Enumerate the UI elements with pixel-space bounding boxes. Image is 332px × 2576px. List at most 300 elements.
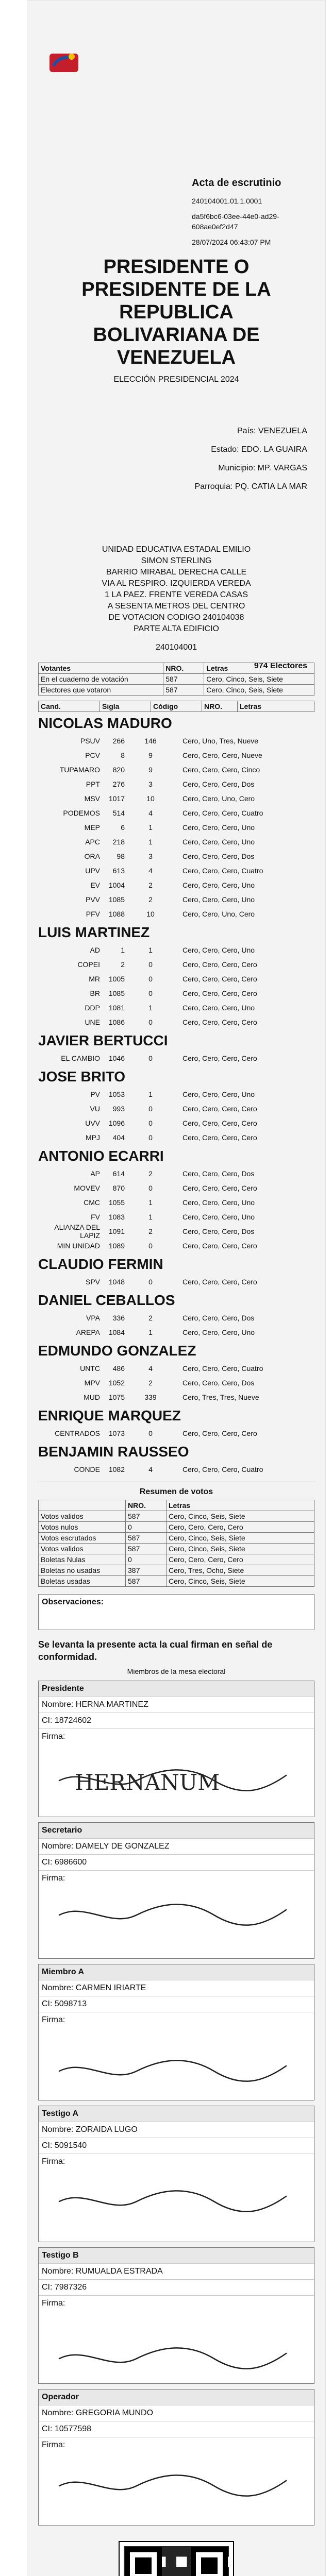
candidate-org-row bbox=[38, 1239, 314, 1253]
org-sigla: MUD bbox=[84, 1393, 100, 1401]
candidate-org-row bbox=[38, 762, 314, 777]
signature-area bbox=[39, 1886, 314, 1958]
org-votes-text: Cero, Cero, Cero, Cero bbox=[182, 1278, 257, 1286]
org-sigla: BR bbox=[90, 989, 100, 997]
candidates-list bbox=[38, 715, 314, 1477]
resumen-letras: Cero, Cero, Cero, Cero bbox=[167, 1554, 314, 1565]
org-votes-text: Cero, Cero, Cero, Cero bbox=[182, 1119, 257, 1127]
org-code: 1083 bbox=[108, 1213, 125, 1221]
org-votes: 0 bbox=[148, 1119, 153, 1127]
candidate-org-row bbox=[38, 1130, 314, 1145]
resumen-label: Votos validos bbox=[39, 1511, 126, 1522]
candidate-org-row bbox=[38, 1181, 314, 1195]
org-code: 1017 bbox=[108, 794, 125, 803]
votantes-section bbox=[38, 663, 314, 2576]
resumen-letras: Cero, Cero, Cero, Cero bbox=[167, 1522, 314, 1533]
org-code: 613 bbox=[112, 867, 125, 875]
sign-intro: Se levanta la presente acta la cual firman en señal de conformidad. bbox=[38, 1639, 273, 1662]
candidate-org-row bbox=[38, 791, 314, 806]
resumen-letras: Cero, Cinco, Seis, Siete bbox=[167, 1544, 314, 1554]
signature-area bbox=[39, 2311, 314, 2383]
resumen-label: Boletas usadas bbox=[39, 1576, 126, 1587]
org-sigla: MR bbox=[89, 975, 100, 983]
candidate-name: JOSE BRITO bbox=[38, 1069, 126, 1084]
signer-firma-label: Firma: bbox=[39, 1870, 314, 1886]
org-sigla: TUPAMARO bbox=[59, 766, 100, 774]
org-votes-text: Cero, Cero, Cero, Cuatro bbox=[182, 809, 263, 817]
signature-area bbox=[39, 2028, 314, 2100]
org-sigla: MEP bbox=[84, 823, 100, 832]
signature-area bbox=[39, 2170, 314, 2242]
candidate-org-row bbox=[38, 907, 314, 921]
org-code: 6 bbox=[121, 823, 125, 832]
org-votes: 0 bbox=[148, 960, 153, 969]
signer-firma-label: Firma: bbox=[39, 1728, 314, 1744]
observaciones-label: Observaciones: bbox=[42, 1598, 104, 1606]
qr-finder-top-right bbox=[191, 2547, 228, 2576]
candidate-org-row bbox=[38, 972, 314, 986]
resumen-label: Boletas no usadas bbox=[39, 1565, 126, 1576]
org-code: 486 bbox=[112, 1364, 125, 1372]
org-votes: 4 bbox=[148, 1465, 153, 1473]
resumen-nro: 587 bbox=[126, 1576, 167, 1587]
resumen-letras: Cero, Tres, Ocho, Siete bbox=[167, 1565, 314, 1576]
signature-stroke bbox=[59, 2475, 286, 2496]
signer-box bbox=[38, 1964, 314, 2100]
org-sigla: MPV bbox=[84, 1379, 100, 1387]
candidate-org-row bbox=[38, 1325, 314, 1340]
org-votes: 339 bbox=[144, 1393, 157, 1401]
signer-role: Miembro A bbox=[39, 1964, 314, 1980]
org-code: 1046 bbox=[108, 1054, 125, 1062]
org-votes: 4 bbox=[148, 867, 153, 875]
signature-stroke bbox=[59, 2191, 286, 2211]
org-sigla: PODEMOS bbox=[63, 809, 100, 817]
signer-ci: CI: 10577598 bbox=[39, 2421, 314, 2437]
org-code: 1005 bbox=[108, 975, 125, 983]
org-votes: 0 bbox=[148, 1054, 153, 1062]
centro-line-5: 1 LA PAEZ. FRENTE VEREDA CASAS bbox=[104, 590, 248, 599]
org-code: 1075 bbox=[108, 1393, 125, 1401]
acta-datetime: 28/07/2024 06:43:07 PM bbox=[192, 238, 271, 246]
org-sigla: PCV bbox=[85, 751, 100, 759]
resumen-row bbox=[39, 1554, 314, 1565]
org-votes: 3 bbox=[148, 780, 153, 788]
centro-block bbox=[27, 544, 326, 672]
signer-name: Nombre: HERNA MARTINEZ bbox=[39, 1697, 314, 1713]
org-code: 98 bbox=[117, 852, 125, 860]
org-votes: 2 bbox=[148, 1170, 153, 1178]
title-line-4: BOLIVARIANA DE bbox=[93, 324, 260, 346]
org-sigla: AD bbox=[90, 946, 100, 954]
candidate-name: EDMUNDO GONZALEZ bbox=[38, 1343, 196, 1359]
org-votes-text: Cero, Cero, Cero, Uno bbox=[182, 1004, 255, 1012]
org-code: 1088 bbox=[108, 910, 125, 918]
org-code: 993 bbox=[112, 1105, 125, 1113]
candidate-org-row bbox=[38, 835, 314, 849]
centro-line-6: A SESENTA METROS DEL CENTRO bbox=[107, 602, 245, 611]
org-votes-text: Cero, Cero, Cero, Cero bbox=[182, 1018, 257, 1026]
candidate-org-row bbox=[38, 957, 314, 972]
org-votes-text: Cero, Cero, Uno, Cero bbox=[182, 910, 255, 918]
org-sigla: COPEI bbox=[77, 960, 100, 969]
signer-name: Nombre: GREGORIA MUNDO bbox=[39, 2405, 314, 2421]
miembros-title: Miembros de la mesa electoral bbox=[127, 1667, 226, 1675]
org-votes: 2 bbox=[148, 881, 153, 889]
th-resumen-nro: NRO. bbox=[126, 1500, 167, 1511]
candidate-org-row bbox=[38, 1224, 314, 1239]
resumen-row bbox=[39, 1576, 314, 1587]
th-resumen-letras: Letras bbox=[167, 1500, 314, 1511]
org-votes: 1 bbox=[148, 946, 153, 954]
org-code: 1096 bbox=[108, 1119, 125, 1127]
signer-ci: CI: 6986600 bbox=[39, 1854, 314, 1870]
signer-role: Presidente bbox=[39, 1681, 314, 1697]
municipio: Municipio: MP. VARGAS bbox=[218, 464, 307, 472]
resumen-nro: 587 bbox=[126, 1533, 167, 1544]
org-votes-text: Cero, Cero, Cero, Cero bbox=[182, 1105, 257, 1113]
org-code: 1048 bbox=[108, 1278, 125, 1286]
org-votes-text: Cero, Cero, Cero, Cinco bbox=[182, 766, 260, 774]
org-sigla: VU bbox=[90, 1105, 100, 1113]
th-nro: NRO. bbox=[163, 663, 204, 674]
candidate-org-row bbox=[38, 1015, 314, 1029]
org-votes-text: Cero, Cero, Cero, Uno bbox=[182, 823, 255, 832]
org-votes: 10 bbox=[146, 910, 155, 918]
candidate-name: ENRIQUE MARQUEZ bbox=[38, 1408, 181, 1423]
candidate-name: BENJAMIN RAUSSEO bbox=[38, 1444, 189, 1460]
org-votes-text: Cero, Cero, Cero, Cero bbox=[182, 1242, 257, 1250]
title-line-3: REPUBLICA bbox=[119, 301, 234, 323]
org-code: 614 bbox=[112, 1170, 125, 1178]
header bbox=[27, 0, 326, 246]
candidate-name: LUIS MARTINEZ bbox=[38, 924, 150, 940]
org-sigla: AREPA bbox=[76, 1328, 100, 1336]
candidate-org-row bbox=[38, 1051, 314, 1065]
centro-line-3: BARRIO MIRABAL DERECHA CALLE bbox=[106, 568, 247, 577]
resumen-row bbox=[39, 1511, 314, 1522]
th-nro2: NRO. bbox=[202, 701, 238, 712]
signer-ci: CI: 5091540 bbox=[39, 2138, 314, 2154]
candidate-org-row bbox=[38, 943, 314, 957]
org-sigla: UVV bbox=[85, 1119, 100, 1127]
org-sigla: VPA bbox=[86, 1314, 100, 1322]
candidate-name: NICOLAS MADURO bbox=[38, 715, 172, 731]
candidate-org-row bbox=[38, 777, 314, 791]
candidate-org-row bbox=[38, 1087, 314, 1101]
candidate-org-row bbox=[38, 734, 314, 748]
candidate-org-row bbox=[38, 1275, 314, 1289]
org-votes-text: Cero, Cero, Cero, Uno bbox=[182, 1198, 255, 1207]
org-votes-text: Cero, Cero, Cero, Cuatro bbox=[182, 867, 263, 875]
votantes-row-nro: 587 bbox=[163, 685, 204, 696]
signer-box bbox=[38, 1822, 314, 1959]
candidate-org-row bbox=[38, 820, 314, 835]
org-votes-text: Cero, Cero, Cero, Uno bbox=[182, 1328, 255, 1336]
org-votes-text: Cero, Cero, Cero, Cero bbox=[182, 1429, 257, 1437]
candidate-org-row bbox=[38, 1361, 314, 1376]
title-block bbox=[27, 256, 326, 385]
acta-code-2: 608ae0ef2d47 bbox=[192, 223, 238, 231]
org-sigla: MIN UNIDAD bbox=[57, 1242, 100, 1250]
org-votes-text: Cero, Cero, Cero, Cuatro bbox=[182, 1465, 263, 1473]
org-votes-text: Cero, Cero, Cero, Dos bbox=[182, 780, 255, 788]
org-code: 404 bbox=[112, 1133, 125, 1142]
org-code: 1055 bbox=[108, 1198, 125, 1207]
org-votes: 0 bbox=[148, 1105, 153, 1113]
org-code: 1081 bbox=[108, 1004, 125, 1012]
signers bbox=[38, 1681, 314, 2526]
acta-title: Acta de escrutinio bbox=[192, 177, 281, 189]
th-codigo: Código bbox=[151, 701, 202, 712]
resumen-row bbox=[39, 1522, 314, 1533]
candidate-org-row bbox=[38, 806, 314, 820]
org-code: 514 bbox=[112, 809, 125, 817]
org-votes-text: Cero, Uno, Tres, Nueve bbox=[182, 737, 259, 745]
org-sigla: PFV bbox=[86, 910, 100, 918]
org-sigla: APC bbox=[85, 838, 100, 846]
votantes-row-letras: Cero, Cinco, Seis, Siete bbox=[204, 674, 314, 685]
cne-logo-icon bbox=[48, 47, 79, 78]
org-code: 8 bbox=[121, 751, 125, 759]
org-sigla: ORA bbox=[84, 852, 100, 860]
th-letras: Letras bbox=[204, 663, 314, 674]
org-votes: 0 bbox=[148, 1242, 153, 1250]
resumen-nro: 387 bbox=[126, 1565, 167, 1576]
candidate-org-row bbox=[38, 986, 314, 1001]
org-votes-text: Cero, Cero, Cero, Cero bbox=[182, 989, 257, 997]
org-votes-text: Cero, Cero, Cero, Dos bbox=[182, 1314, 255, 1322]
org-code: 1052 bbox=[108, 1379, 125, 1387]
candidate-org-row bbox=[38, 892, 314, 907]
signer-role: Testigo A bbox=[39, 2106, 314, 2122]
org-votes-text: Cero, Cero, Cero, Cero bbox=[182, 960, 257, 969]
org-code: 1085 bbox=[108, 989, 125, 997]
org-code: 1073 bbox=[108, 1429, 125, 1437]
org-votes: 2 bbox=[148, 1379, 153, 1387]
candidate-org-row bbox=[38, 1311, 314, 1325]
centro-line-4: VIA AL RESPIRO. IZQUIERDA VEREDA bbox=[102, 579, 251, 588]
org-votes: 2 bbox=[148, 1314, 153, 1322]
org-votes-text: Cero, Cero, Cero, Uno bbox=[182, 838, 255, 846]
candidate-org-row bbox=[38, 1462, 314, 1477]
title-line-1: PRESIDENTE O bbox=[103, 256, 250, 278]
centro-line-2: SIMON STERLING bbox=[141, 556, 212, 565]
org-votes: 9 bbox=[148, 766, 153, 774]
org-code: 1004 bbox=[108, 881, 125, 889]
org-sigla: PPT bbox=[86, 780, 100, 788]
signer-ci: CI: 5098713 bbox=[39, 1996, 314, 2012]
signature-area bbox=[39, 2453, 314, 2525]
candidate-org-row bbox=[38, 1101, 314, 1116]
candidate-org-row bbox=[38, 1210, 314, 1224]
org-votes-text: Cero, Cero, Cero, Uno bbox=[182, 1090, 255, 1098]
org-code: 336 bbox=[112, 1314, 125, 1322]
observaciones-box bbox=[38, 1594, 314, 1630]
org-code: 870 bbox=[112, 1184, 125, 1192]
signature-scribble-icon bbox=[39, 1744, 307, 1817]
resumen-table bbox=[38, 1500, 314, 1587]
signature-text: HERNANUM bbox=[75, 1770, 220, 1795]
resumen-row bbox=[39, 1544, 314, 1554]
org-votes: 4 bbox=[148, 1364, 153, 1372]
signature-scribble-icon bbox=[39, 2311, 307, 2383]
org-votes-text: Cero, Cero, Uno, Cero bbox=[182, 794, 255, 803]
resumen-nro: 587 bbox=[126, 1511, 167, 1522]
org-code: 1053 bbox=[108, 1090, 125, 1098]
org-votes: 1 bbox=[148, 1198, 153, 1207]
resumen-nro: 587 bbox=[126, 1544, 167, 1554]
org-sigla: UNTC bbox=[80, 1364, 100, 1372]
org-votes-text: Cero, Cero, Cero, Nueve bbox=[182, 751, 262, 759]
org-sigla: CENTRADOS bbox=[55, 1429, 100, 1437]
org-sigla: MPJ bbox=[86, 1133, 100, 1142]
org-votes: 1 bbox=[148, 838, 153, 846]
org-votes: 9 bbox=[148, 751, 153, 759]
signature-scribble-icon bbox=[39, 2453, 307, 2525]
org-votes: 2 bbox=[148, 1227, 153, 1235]
resumen-nro: 0 bbox=[126, 1554, 167, 1565]
candidate-name: ANTONIO ECARRI bbox=[38, 1148, 164, 1164]
votantes-row-label: En el cuaderno de votación bbox=[39, 674, 163, 685]
candidate-org-row bbox=[38, 1116, 314, 1130]
org-votes: 0 bbox=[148, 1429, 153, 1437]
org-sigla: SPV bbox=[85, 1278, 100, 1286]
electores: 974 Electores bbox=[254, 662, 307, 670]
org-code: 1 bbox=[121, 946, 125, 954]
org-sigla: CONDE bbox=[74, 1465, 100, 1473]
resumen-label: Votos validos bbox=[39, 1544, 126, 1554]
candidate-org-row bbox=[38, 1001, 314, 1015]
org-votes: 0 bbox=[148, 1184, 153, 1192]
resumen-label: Boletas Nulas bbox=[39, 1554, 126, 1565]
org-votes-text: Cero, Cero, Cero, Uno bbox=[182, 1213, 255, 1221]
org-votes-text: Cero, Cero, Cero, Uno bbox=[182, 946, 255, 954]
org-votes-text: Cero, Cero, Cero, Cero bbox=[182, 1184, 257, 1192]
signer-box bbox=[38, 2247, 314, 2384]
org-votes: 3 bbox=[148, 852, 153, 860]
resumen-label: Votos escrutados bbox=[39, 1533, 126, 1544]
org-sigla: CMC bbox=[84, 1198, 100, 1207]
candidate-org-row bbox=[38, 1426, 314, 1440]
org-code: 1089 bbox=[108, 1242, 125, 1250]
candidate-org-row bbox=[38, 878, 314, 892]
candidate-name: DANIEL CEBALLOS bbox=[38, 1292, 175, 1308]
signature-area bbox=[39, 1744, 314, 1817]
org-sigla: MSV bbox=[84, 794, 100, 803]
centro-line-7: DE VOTACION CODIGO 240104038 bbox=[108, 613, 244, 622]
qr-code bbox=[119, 2541, 234, 2576]
pais: País: VENEZUELA bbox=[237, 427, 307, 435]
org-votes-text: Cero, Cero, Cero, Uno bbox=[182, 895, 255, 904]
signer-name: Nombre: RUMUALDA ESTRADA bbox=[39, 2263, 314, 2279]
org-votes: 1 bbox=[148, 1213, 153, 1221]
mesa-code: 240104001 bbox=[155, 643, 197, 652]
resumen-title: Resumen de votos bbox=[139, 1487, 213, 1496]
resumen-nro: 0 bbox=[126, 1522, 167, 1533]
signer-role: Testigo B bbox=[39, 2248, 314, 2263]
org-votes: 1 bbox=[148, 823, 153, 832]
th-letras2: Letras bbox=[238, 701, 314, 712]
centro-line-1: UNIDAD EDUCATIVA ESTADAL EMILIO bbox=[102, 545, 251, 554]
org-votes-text: Cero, Tres, Tres, Nueve bbox=[182, 1393, 259, 1401]
org-code: 276 bbox=[112, 780, 125, 788]
resumen-label: Votos nulos bbox=[39, 1522, 126, 1533]
org-sigla: PSUV bbox=[80, 737, 100, 745]
org-votes: 0 bbox=[148, 975, 153, 983]
org-code: 1086 bbox=[108, 1018, 125, 1026]
org-votes-text: Cero, Cero, Cero, Cuatro bbox=[182, 1364, 263, 1372]
resumen-letras: Cero, Cinco, Seis, Siete bbox=[167, 1533, 314, 1544]
signer-firma-label: Firma: bbox=[39, 2012, 314, 2028]
votantes-row-letras: Cero, Cinco, Seis, Siete bbox=[204, 685, 314, 696]
org-votes-text: Cero, Cero, Cero, Cero bbox=[182, 975, 257, 983]
org-votes-text: Cero, Cero, Cero, Dos bbox=[182, 852, 255, 860]
org-sigla: PVV bbox=[85, 895, 100, 904]
candidate-org-row bbox=[38, 1166, 314, 1181]
th-resumen-empty bbox=[39, 1500, 126, 1511]
org-votes: 0 bbox=[148, 989, 153, 997]
org-votes: 0 bbox=[148, 1133, 153, 1142]
candidate-org-row bbox=[38, 1195, 314, 1210]
signer-firma-label: Firma: bbox=[39, 2437, 314, 2453]
org-votes-text: Cero, Cero, Cero, Cero bbox=[182, 1133, 257, 1142]
signature-scribble-icon bbox=[39, 1886, 307, 1958]
signer-ci: CI: 18724602 bbox=[39, 1713, 314, 1728]
votantes-row-label: Electores que votaron bbox=[39, 685, 163, 696]
candidate-org-row bbox=[38, 863, 314, 878]
org-votes: 2 bbox=[148, 895, 153, 904]
candidate-org-row bbox=[38, 748, 314, 762]
th-sigla: Sigla bbox=[100, 701, 151, 712]
org-code: 1091 bbox=[108, 1227, 125, 1235]
org-votes-text: Cero, Cero, Cero, Dos bbox=[182, 1379, 255, 1387]
title-line-5: VENEZUELA bbox=[117, 347, 236, 368]
org-sigla: UNE bbox=[85, 1018, 100, 1026]
org-sigla: ALIANZA DEL LAPIZ bbox=[54, 1223, 100, 1240]
resumen-row bbox=[39, 1565, 314, 1576]
org-code: 218 bbox=[112, 838, 125, 846]
candidate-name: JAVIER BERTUCCI bbox=[38, 1032, 168, 1048]
location-block bbox=[27, 427, 326, 492]
org-code: 1082 bbox=[108, 1465, 125, 1473]
org-sigla: FV bbox=[91, 1213, 100, 1221]
org-votes-text: Cero, Cero, Cero, Uno bbox=[182, 881, 255, 889]
org-sigla: EL CAMBIO bbox=[61, 1054, 100, 1062]
org-votes: 1 bbox=[148, 1004, 153, 1012]
signer-box bbox=[38, 1681, 314, 1817]
resumen-letras: Cero, Cinco, Seis, Siete bbox=[167, 1511, 314, 1522]
signer-ci: CI: 7987326 bbox=[39, 2279, 314, 2295]
signature-stroke bbox=[59, 1904, 286, 1925]
qr-finder-top-left bbox=[125, 2547, 162, 2576]
signer-name: Nombre: ZORAIDA LUGO bbox=[39, 2122, 314, 2138]
resumen-letras: Cero, Cinco, Seis, Siete bbox=[167, 1576, 314, 1587]
org-votes-text: Cero, Cero, Cero, Dos bbox=[182, 1227, 255, 1235]
candidate-org-row bbox=[38, 1376, 314, 1390]
org-votes: 0 bbox=[148, 1278, 153, 1286]
estado: Estado: EDO. LA GUAIRA bbox=[211, 445, 307, 454]
org-votes: 4 bbox=[148, 809, 153, 817]
signer-firma-label: Firma: bbox=[39, 2154, 314, 2170]
election-name: ELECCIÓN PRESIDENCIAL 2024 bbox=[113, 375, 239, 384]
signer-name: Nombre: CARMEN IRIARTE bbox=[39, 1980, 314, 1996]
signer-box bbox=[38, 2106, 314, 2242]
org-votes: 1 bbox=[148, 1328, 153, 1336]
org-votes: 1 bbox=[148, 1090, 153, 1098]
candidates-table-header bbox=[38, 701, 314, 712]
parroquia: Parroquia: PQ. CATIA LA MAR bbox=[194, 482, 307, 491]
